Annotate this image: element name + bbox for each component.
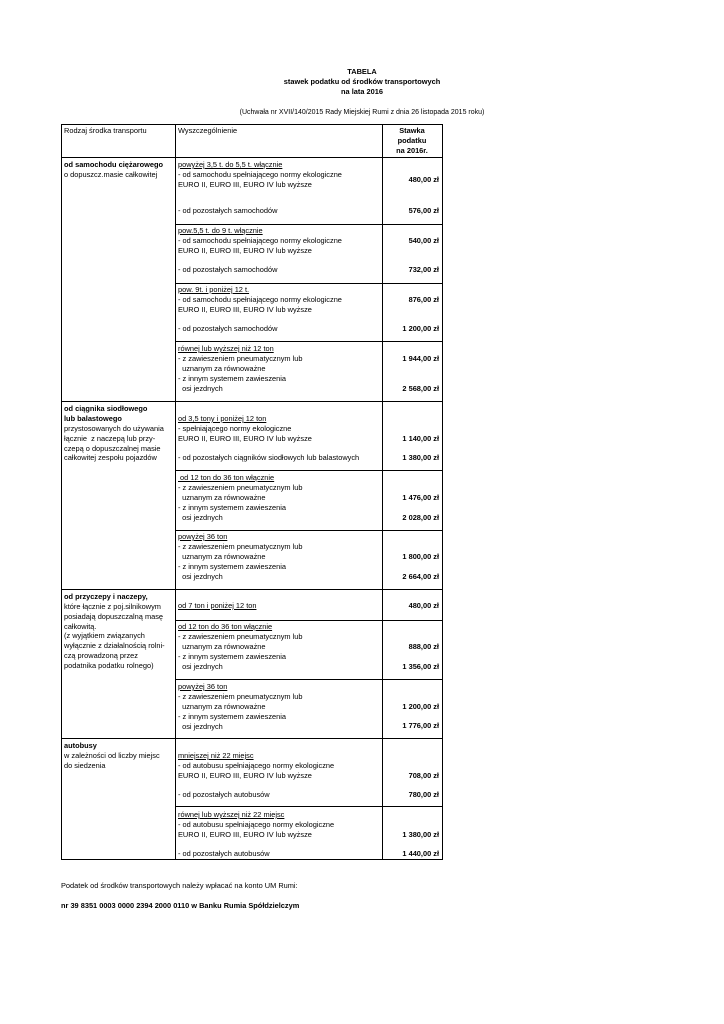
rate-description: - z innym systemem zawieszenia osi jezdnych (178, 562, 287, 581)
rate-value: 1 944,00 zł (402, 354, 439, 363)
rate-value: 1 200,00 zł (402, 324, 439, 333)
tax-rate-table (61, 124, 443, 860)
table-border-bottom (61, 859, 443, 860)
rate-description: - od samochodu spełniającego normy ekologiczne EURO II, EURO III, EURO IV lub wyższe (178, 295, 342, 314)
weight-range-header: powyżej 3,5 t. do 5,5 t. włącznie (178, 160, 283, 169)
row-separator (175, 341, 443, 342)
row-separator (175, 470, 443, 471)
rate-value: 1 356,00 zł (402, 662, 439, 671)
rate-value: 732,00 zł (408, 265, 439, 274)
row-separator (175, 530, 443, 531)
seats-range-header: mniejszej niż 22 miejsc (178, 751, 254, 760)
rate-description: - od pozostałych ciągników siodłowych lub balastowych (178, 453, 360, 462)
table-border-top (61, 124, 443, 125)
rate-value: 1 140,00 zł (402, 434, 439, 443)
rate-value: 888,00 zł (408, 642, 439, 651)
weight-range-header: od 7 ton i poniżej 12 ton (178, 601, 257, 610)
category-title-tractor: od ciągnika siodłowego lub balastowego (64, 404, 148, 423)
rate-value: 780,00 zł (408, 790, 439, 799)
rate-value: 1 380,00 zł (402, 830, 439, 839)
rate-value: 2 568,00 zł (402, 384, 439, 393)
rate-value: 1 440,00 zł (402, 849, 439, 858)
rate-value: 480,00 zł (408, 175, 439, 184)
section-separator-tractor (61, 401, 443, 402)
column-divider-1 (175, 124, 176, 860)
rate-value: 2 664,00 zł (402, 572, 439, 581)
row-separator (175, 620, 443, 621)
column-header-vehicle-type: Rodzaj środka transportu (64, 126, 147, 135)
weight-range-header: powyżej 36 ton (178, 532, 228, 541)
category-desc-truck: o dopuszcz.masie całkowitej (64, 170, 158, 179)
rate-description: - od autobusu spełniającego normy ekologiczne EURO II, EURO III, EURO IV lub wyższe (178, 761, 335, 780)
payment-note: Podatek od środków transportowych należy wpłacać na konto UM Rumi: (61, 881, 298, 890)
table-border-left (61, 124, 62, 860)
rate-value: 576,00 zł (408, 206, 439, 215)
rate-description: - z innym systemem zawieszenia osi jezdnych (178, 374, 287, 393)
rate-description: - od autobusu spełniającego normy ekologiczne EURO II, EURO III, EURO IV lub wyższe (178, 820, 335, 839)
rate-description: - od pozostałych samochodów (178, 324, 278, 333)
rate-description: - spełniającego normy ekologiczne EURO II, EURO III, EURO IV lub wyższe (178, 424, 312, 443)
rate-value: 876,00 zł (408, 295, 439, 304)
rate-description: - z zawieszeniem pneumatycznym lub uznanym za równoważne (178, 692, 303, 711)
row-separator (175, 224, 443, 225)
weight-range-header: pow. 9t. i poniżej 12 t. (178, 285, 250, 294)
column-header-rate-1: Stawka (399, 126, 425, 135)
weight-range-header: równej lub wyższej niż 12 ton (178, 344, 274, 353)
weight-range-header: powyżej 36 ton (178, 682, 228, 691)
category-title-trailer: od przyczepy i naczepy, (64, 592, 148, 601)
category-title-bus: autobusy (64, 741, 97, 750)
rate-value: 540,00 zł (408, 236, 439, 245)
rate-value: 708,00 zł (408, 771, 439, 780)
table-border-right (442, 124, 443, 860)
rate-value: 1 200,00 zł (402, 702, 439, 711)
rate-description: - od pozostałych samochodów (178, 206, 278, 215)
rate-description: - od pozostałych autobusów (178, 849, 270, 858)
column-header-specification: Wyszczególnienie (178, 126, 238, 135)
rate-description: - od samochodu spełniającego normy ekologiczne EURO II, EURO III, EURO IV lub wyższe (178, 170, 342, 189)
category-title-truck: od samochodu ciężarowego (64, 160, 163, 169)
column-divider-2 (382, 124, 383, 860)
document-title: TABELA (347, 67, 377, 76)
rate-value: 1 476,00 zł (402, 493, 439, 502)
row-separator (175, 806, 443, 807)
section-separator-bus (61, 738, 443, 739)
weight-range-header: pow.5,5 t. do 9 t. włącznie (178, 226, 263, 235)
rate-description: - z zawieszeniem pneumatycznym lub uznanym za równoważne (178, 354, 303, 373)
rate-description: - od pozostałych samochodów (178, 265, 278, 274)
column-header-rate-3: na 2016r. (396, 146, 428, 155)
weight-range-header: od 12 ton do 36 ton włącznie (178, 622, 273, 631)
rate-value: 2 028,00 zł (402, 513, 439, 522)
rate-value: 1 776,00 zł (402, 721, 439, 730)
rate-value: 1 380,00 zł (402, 453, 439, 462)
rate-value: 480,00 zł (408, 601, 439, 610)
row-separator (175, 283, 443, 284)
section-separator-trailer (61, 589, 443, 590)
column-header-rate-2: podatku (397, 136, 427, 145)
header-separator (61, 157, 443, 158)
rate-description: - od pozostałych autobusów (178, 790, 270, 799)
rate-description: - z innym systemem zawieszenia osi jezdnych (178, 652, 287, 671)
category-desc-bus: w zależności od liczby miejsc do siedzenia (64, 751, 160, 770)
rate-description: - z zawieszeniem pneumatycznym lub uznanym za równoważne (178, 542, 303, 561)
category-desc-tractor: przystosowanych do używania łącznie z naczepą lub przy- czepą o dopuszczalnej masie całkowitej zespołu pojazdów (64, 424, 164, 463)
rate-description: - z zawieszeniem pneumatycznym lub uznanym za równoważne (178, 483, 303, 502)
bank-account-number: nr 39 8351 0003 0000 2394 2000 0110 w Banku Rumia Spółdzielczym (61, 901, 300, 910)
weight-range-header: od 12 ton do 36 ton włącznie (178, 473, 275, 482)
resolution-reference: (Uchwała nr XVII/140/2015 Rady Miejskiej Rumi z dnia 26 listopada 2015 roku) (239, 109, 485, 116)
rate-value: 1 800,00 zł (402, 552, 439, 561)
rate-description: - z zawieszeniem pneumatycznym lub uznanym za równoważne (178, 632, 303, 651)
document-subtitle: stawek podatku od środków transportowych (283, 77, 441, 86)
seats-range-header: równej lub wyższej niż 22 miejsc (178, 810, 285, 819)
weight-range-header: od 3,5 tony i poniżej 12 ton (178, 414, 267, 423)
document-years: na lata 2016 (341, 87, 383, 96)
row-separator (175, 679, 443, 680)
rate-description: - od samochodu spełniającego normy ekologiczne EURO II, EURO III, EURO IV lub wyższe (178, 236, 342, 255)
category-desc-trailer: które łącznie z poj.silnikowym posiadają dopuszczalną masę całkowitą. (z wyjątkiem związanych wyłącznie z działalnością rolni- czą prowadzoną przez podatnika podatku rolnego) (64, 602, 165, 670)
rate-description: - z innym systemem zawieszenia osi jezdnych (178, 712, 287, 731)
rate-description: - z innym systemem zawieszenia osi jezdnych (178, 503, 287, 522)
